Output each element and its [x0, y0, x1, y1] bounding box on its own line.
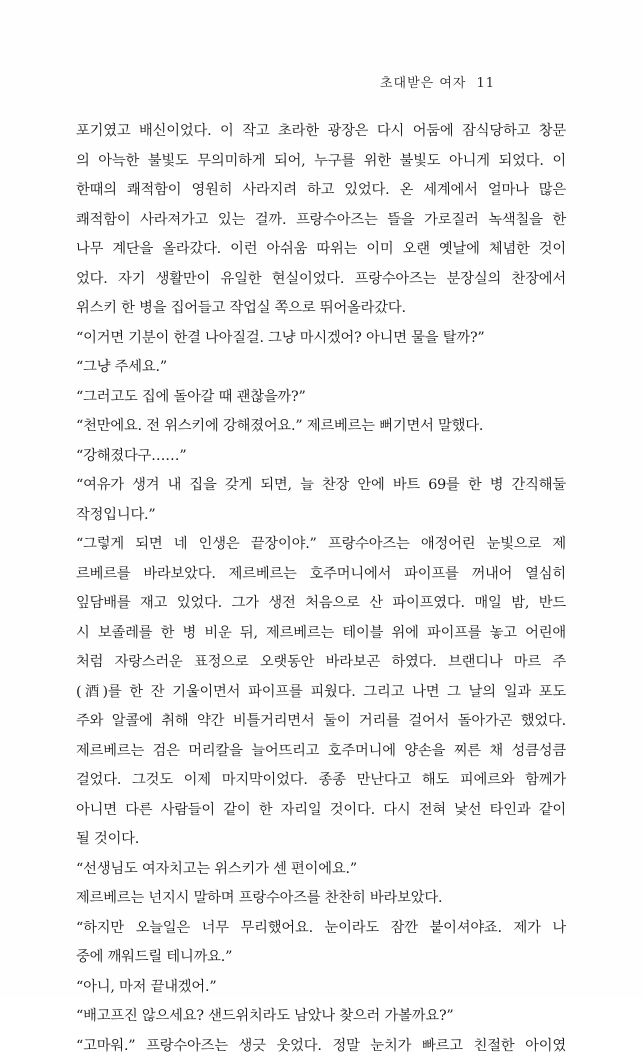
running-title: 초대받은 여자 — [380, 76, 466, 91]
text-line: “그러고도 집에 돌아갈 때 괜찮을까?” — [76, 383, 566, 413]
text-line: “천만에요. 전 위스키에 강해졌어요.” 제르베르는 뻐기면서 말했다. — [76, 412, 566, 442]
page-number: 11 — [476, 76, 495, 91]
text-line: “선생님도 여자치고는 위스키가 센 편이에요.” — [76, 855, 566, 885]
text-line: 작정입니다.” — [76, 501, 566, 531]
text-line: “그냥 주세요.” — [76, 353, 566, 383]
text-line: 될 것이다. — [76, 825, 566, 855]
text-line: 걸었다. 그것도 이제 마지막이었다. 종종 만난다고 해도 피에르와 함께가 — [76, 766, 566, 796]
text-line: “이거면 기분이 한결 나아질걸. 그냥 마시겠어? 아니면 물을 탈까?” — [76, 324, 566, 354]
text-line: 포기였고 배신이었다. 이 작고 초라한 광장은 다시 어둠에 잠식당하고 창문 — [76, 117, 566, 147]
body-text — [76, 117, 566, 1061]
text-line: 처럼 자랑스러운 표정으로 오랫동안 바라보곤 하였다. 브랜디나 마르 주 — [76, 648, 566, 678]
text-line: “여유가 생겨 내 집을 갖게 되면, 늘 찬장 안에 바트 69를 한 병 간직해둘 — [76, 471, 566, 501]
text-line: 잎담배를 재고 있었다. 그가 생전 처음으로 산 파이프였다. 매일 밤, 반드 — [76, 589, 566, 619]
text-line: 아니면 다른 사람들이 같이 한 자리일 것이다. 다시 전혀 낯선 타인과 같이 — [76, 796, 566, 826]
text-line: 나무 계단을 올라갔다. 이런 아쉬움 따위는 이미 오랜 옛날에 체념한 것이 — [76, 235, 566, 265]
text-line: 한때의 쾌적함이 영원히 사라지려 하고 있었다. 온 세계에서 얼마나 많은 — [76, 176, 566, 206]
text-line: “하지만 오늘일은 너무 무리했어요. 눈이라도 잠깐 붙이셔야죠. 제가 나 — [76, 914, 566, 944]
text-line: “그렇게 되면 네 인생은 끝장이야.” 프랑수아즈는 애정어린 눈빛으로 제 — [76, 530, 566, 560]
text-line: 시 보졸레를 한 병 비운 뒤, 제르베르는 테이블 위에 파이프를 놓고 어린애 — [76, 619, 566, 649]
text-line: 의 아늑한 불빛도 무의미하게 되어, 누구를 위한 불빛도 아니게 되었다. 이 — [76, 147, 566, 177]
text-line: 쾌적함이 사라져가고 있는 걸까. 프랑수아즈는 뜰을 가로질러 녹색칠을 한 — [76, 206, 566, 236]
text-line: “강해졌다구……” — [76, 442, 566, 472]
text-line: (酒)를 한 잔 기울이면서 파이프를 피웠다. 그리고 나면 그 날의 일과 포도 — [76, 678, 566, 708]
text-line: 주와 알콜에 취해 약간 비틀거리면서 둘이 거리를 걸어서 돌아가곤 했었다. — [76, 707, 566, 737]
text-line: 위스키 한 병을 집어들고 작업실 쪽으로 뛰어올라갔다. — [76, 294, 566, 324]
text-line: 르베르를 바라보았다. 제르베르는 호주머니에서 파이프를 꺼내어 열심히 — [76, 560, 566, 590]
running-header — [380, 72, 580, 91]
text-line: 제르베르는 검은 머리칼을 늘어뜨리고 호주머니에 양손을 찌른 채 성큼성큼 — [76, 737, 566, 767]
text-line: “아니, 마저 끝내겠어.” — [76, 973, 566, 1003]
text-line: 중에 깨워드릴 테니까요.” — [76, 943, 566, 973]
text-line: “고마워.” 프랑수아즈는 생긋 웃었다. 정말 눈치가 빠르고 친절한 아이였 — [76, 1032, 566, 1061]
text-line: 었다. 자기 생활만이 유일한 현실이었다. 프랑수아즈는 분장실의 찬장에서 — [76, 265, 566, 295]
text-line: “배고프진 않으세요? 샌드위치라도 남았나 찾으러 가볼까요?” — [76, 1002, 566, 1032]
text-line: 제르베르는 넌지시 말하며 프랑수아즈를 찬찬히 바라보았다. — [76, 884, 566, 914]
